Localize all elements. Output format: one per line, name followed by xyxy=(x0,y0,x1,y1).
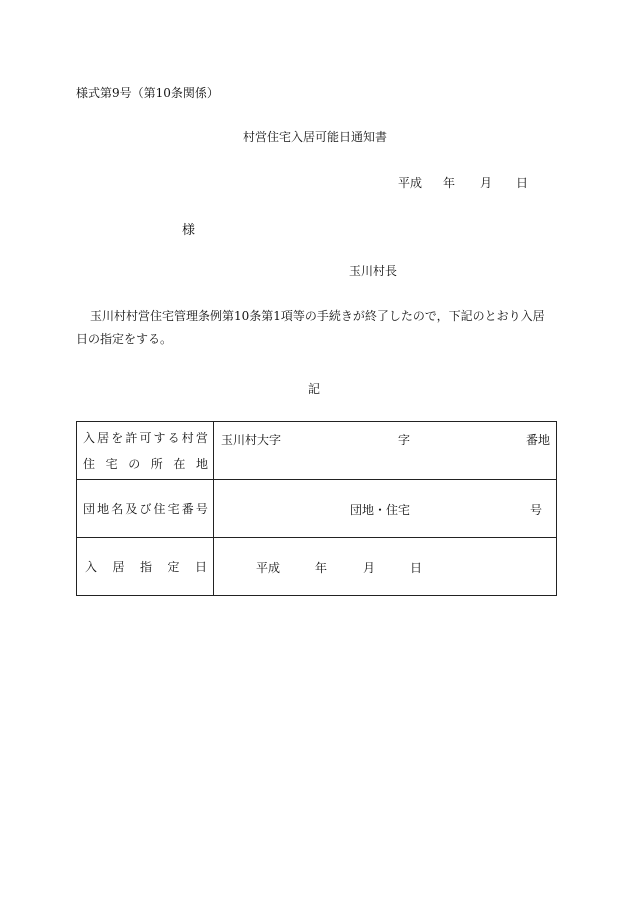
details-table xyxy=(76,421,557,596)
go-suffix: 号 xyxy=(530,502,543,517)
document-title: 村営住宅入居可能日通知書 xyxy=(243,130,388,144)
body-text: 玉川村村営住宅管理条例第10条第1項等の手続きが終了したので，下記のとおり入居日の指定をする。 xyxy=(76,309,545,346)
complex-label: 団 地 名 及 び 住 宅 番 号 xyxy=(83,502,208,516)
addressee-suffix: 様 xyxy=(182,223,196,238)
table-row xyxy=(77,538,557,596)
aza-suffix: 字 xyxy=(398,432,411,447)
move-in-day: 日 xyxy=(410,560,423,575)
complex-value-cell xyxy=(214,480,557,538)
date-month: 月 xyxy=(480,176,493,190)
move-in-date-label-cell xyxy=(77,538,214,596)
location-label-line1: 入 居 を 許 可 す る 村 営 xyxy=(83,431,208,445)
complex-housing: 団地・住宅 xyxy=(350,502,411,517)
move-in-month: 月 xyxy=(363,560,376,575)
record-heading: 記 xyxy=(308,382,321,396)
move-in-date-value-cell xyxy=(214,538,557,596)
banchi-suffix: 番地 xyxy=(525,432,550,447)
date-era: 平成 xyxy=(398,176,423,190)
table-row xyxy=(77,422,557,480)
village-prefix: 玉川村大字 xyxy=(221,432,282,447)
location-value-cell xyxy=(214,422,557,480)
date-year: 年 xyxy=(443,176,456,190)
table-row xyxy=(77,480,557,538)
location-label-line2: 住 宅 の 所 在 地 xyxy=(83,457,208,471)
issuer: 玉川村長 xyxy=(349,264,398,278)
move-in-era: 平成 xyxy=(256,560,281,575)
form-number: 様式第9号（第10条関係） xyxy=(76,86,219,100)
move-in-date-label: 入 居 指 定 日 xyxy=(85,560,207,574)
date-day: 日 xyxy=(516,176,529,190)
location-label-cell xyxy=(77,422,214,480)
complex-label-cell xyxy=(77,480,214,538)
move-in-year: 年 xyxy=(315,560,328,575)
